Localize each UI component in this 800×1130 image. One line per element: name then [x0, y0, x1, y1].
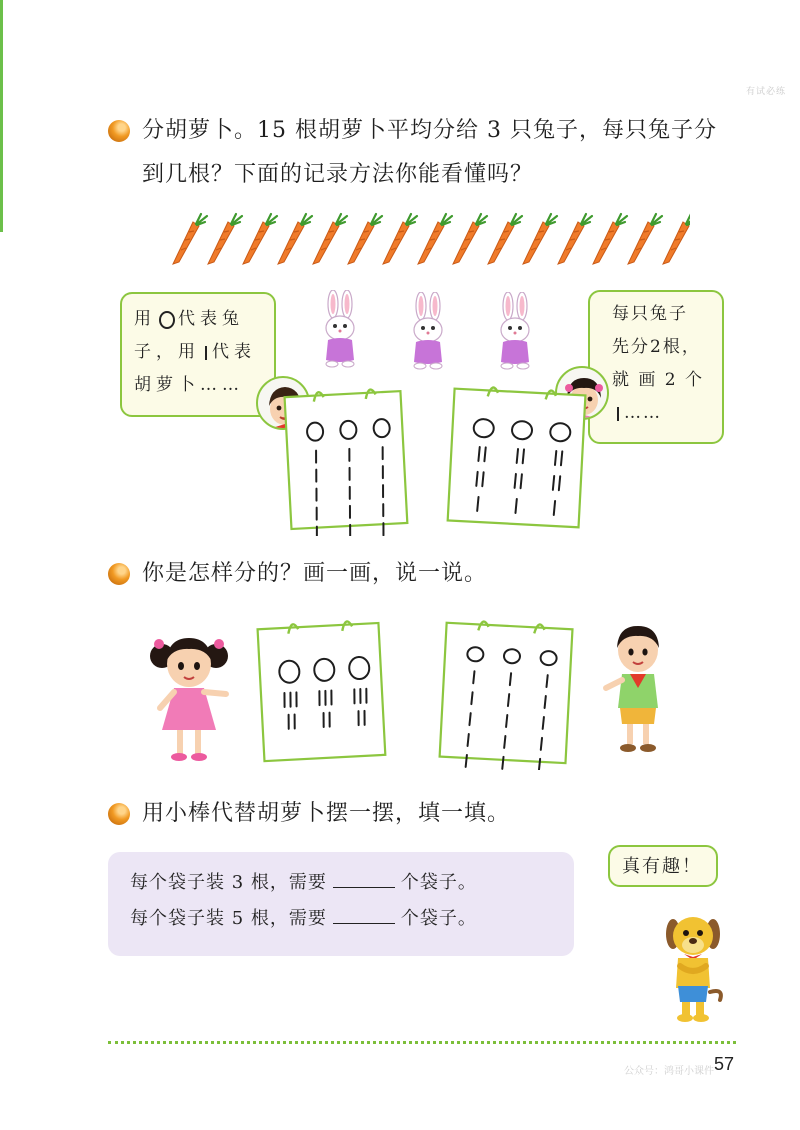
record-paper-1 — [282, 386, 412, 536]
carrot-stick — [543, 717, 544, 729]
carrot-stick — [364, 711, 365, 725]
carrot-stick — [288, 715, 289, 729]
record-paper-4 — [437, 618, 577, 770]
carrot-stick — [350, 525, 351, 536]
paper-sheet — [285, 391, 408, 529]
carrot-icon — [278, 214, 312, 264]
fill-in-box — [108, 852, 574, 956]
circle-symbol-icon — [159, 311, 175, 329]
dog-speech-bubble: 真有趣！ — [608, 845, 718, 887]
carrot-stick — [482, 472, 483, 486]
carrot-stick — [466, 755, 467, 767]
carrot-stick — [358, 711, 359, 725]
record-paper-3 — [255, 618, 390, 768]
carrot-stick — [515, 474, 516, 488]
carrot-stick — [541, 738, 542, 750]
carrot-stick — [319, 691, 320, 705]
record-paper-2 — [445, 384, 590, 534]
carrot-stick — [539, 759, 540, 770]
carrot-stick — [354, 689, 355, 703]
carrot-stick — [555, 451, 556, 465]
fill2-prefix: 每个袋子装 5 根，需要 — [130, 908, 327, 929]
fill2-suffix: 个袋子。 — [400, 908, 477, 929]
section1-line2: 到几根？下面的记录方法你能看懂吗？ — [142, 162, 534, 187]
carrot-icon — [453, 214, 487, 264]
section2-bullet-icon — [108, 563, 130, 585]
carrot-stick — [477, 497, 478, 511]
carrot-icon — [628, 214, 662, 264]
carrot-stick — [521, 474, 522, 488]
bubble-left-text-b: 代表兔 — [178, 309, 244, 329]
carrot-icon — [348, 214, 382, 264]
carrot-row — [165, 212, 690, 268]
carrot-icon — [663, 214, 690, 264]
carrot-icon — [488, 214, 522, 264]
carrot-stick — [546, 675, 547, 687]
bubble-left-text-d: 代表 — [212, 342, 256, 362]
carrot-stick — [316, 508, 317, 520]
carrot-stick — [504, 736, 505, 748]
carrot-stick — [296, 692, 297, 706]
carrot-stick — [294, 714, 295, 728]
girl-figure — [146, 630, 238, 770]
stick-symbol-icon — [617, 407, 619, 421]
carrot-stick — [316, 489, 317, 501]
bubble-left-text-a: 用 — [134, 309, 156, 329]
carrot-icon — [208, 214, 242, 264]
carrot-stick — [383, 523, 384, 535]
carrot-stick — [508, 694, 509, 706]
bubble-right-line1: 每只兔子 — [612, 304, 688, 324]
boy-figure — [600, 620, 672, 760]
carrot-stick — [290, 693, 291, 707]
carrot-stick — [284, 693, 285, 707]
carrot-stick — [382, 466, 383, 478]
carrot-stick — [360, 689, 361, 703]
bubble-right — [588, 290, 724, 444]
carrot-stick — [478, 447, 479, 461]
carrot-stick — [561, 451, 562, 465]
paper-sheet — [440, 623, 573, 763]
fill-line-1 — [130, 865, 552, 901]
carrot-stick — [323, 713, 324, 727]
carrot-icon — [243, 214, 277, 264]
rabbit-icon — [491, 292, 539, 370]
bubble-right-line4: …… — [624, 403, 662, 423]
fill1-suffix: 个袋子。 — [400, 872, 477, 893]
carrot-stick — [559, 476, 560, 490]
carrot-icon — [593, 214, 627, 264]
carrot-stick — [315, 451, 316, 463]
carrot-stick — [349, 449, 350, 461]
carrot-stick — [506, 715, 507, 727]
rabbit-icon — [316, 290, 364, 368]
fill-line-2 — [130, 901, 552, 937]
section2-text: 你是怎样分的？画一画，说一说。 — [142, 561, 488, 586]
header-watermark: 有试必练 — [745, 87, 786, 97]
carrot-stick — [469, 713, 470, 725]
bubble-right-line3: 就 画 2 个 — [612, 370, 705, 390]
carrot-stick — [349, 468, 350, 480]
bubble-left-text-c: 子，用 — [134, 342, 200, 362]
fill2-blank[interactable] — [333, 904, 395, 924]
carrot-stick — [517, 449, 518, 463]
bubble-left-text-e: 胡萝卜…… — [134, 375, 244, 395]
carrot-stick — [510, 673, 511, 685]
section3-text: 用小棒代替胡萝卜摆一摆，填一填。 — [142, 801, 511, 826]
carrot-stick — [349, 487, 350, 499]
carrot-stick — [468, 734, 469, 746]
carrot-stick — [316, 527, 317, 536]
footer-dotted-rule — [108, 1041, 736, 1044]
bubble-left — [120, 292, 276, 417]
section1-line1: 分胡萝卜。15 根胡萝卜平均分给 3 只兔子，每只兔子分 — [142, 118, 717, 143]
dog-figure — [664, 910, 728, 1026]
carrot-stick — [476, 472, 477, 486]
carrot-icon — [313, 214, 347, 264]
carrot-icon — [383, 214, 417, 264]
carrot-stick — [325, 691, 326, 705]
carrot-stick — [382, 485, 383, 497]
carrot-stick — [366, 689, 367, 703]
footer-watermark: 公众号：鸿哥小课件 — [624, 1066, 714, 1077]
carrot-icon — [173, 214, 207, 264]
carrot-stick — [484, 447, 485, 461]
carrot-icon — [523, 214, 557, 264]
carrot-stick — [502, 757, 503, 769]
carrot-stick — [473, 671, 474, 683]
carrot-stick — [331, 691, 332, 705]
carrot-stick — [523, 449, 524, 463]
carrot-stick — [554, 501, 555, 515]
carrot-stick — [329, 713, 330, 727]
carrot-stick — [471, 692, 472, 704]
section1-bullet-icon — [108, 120, 130, 142]
carrot-icon — [558, 214, 592, 264]
stick-symbol-icon — [205, 346, 207, 360]
carrot-stick — [553, 476, 554, 490]
carrot-stick — [316, 470, 317, 482]
carrot-stick — [515, 499, 516, 513]
carrot-icon — [418, 214, 452, 264]
carrot-stick — [349, 506, 350, 518]
bubble-right-line2: 先分2根， — [612, 337, 701, 357]
carrot-stick — [382, 447, 383, 459]
rabbit-icon — [404, 292, 452, 370]
left-margin-rule — [0, 0, 3, 232]
fill1-blank[interactable] — [333, 868, 395, 888]
fill1-prefix: 每个袋子装 3 根，需要 — [130, 872, 327, 893]
carrot-stick — [383, 504, 384, 516]
section3-bullet-icon — [108, 803, 130, 825]
carrot-stick — [545, 696, 546, 708]
page-number: 57 — [714, 1054, 735, 1074]
